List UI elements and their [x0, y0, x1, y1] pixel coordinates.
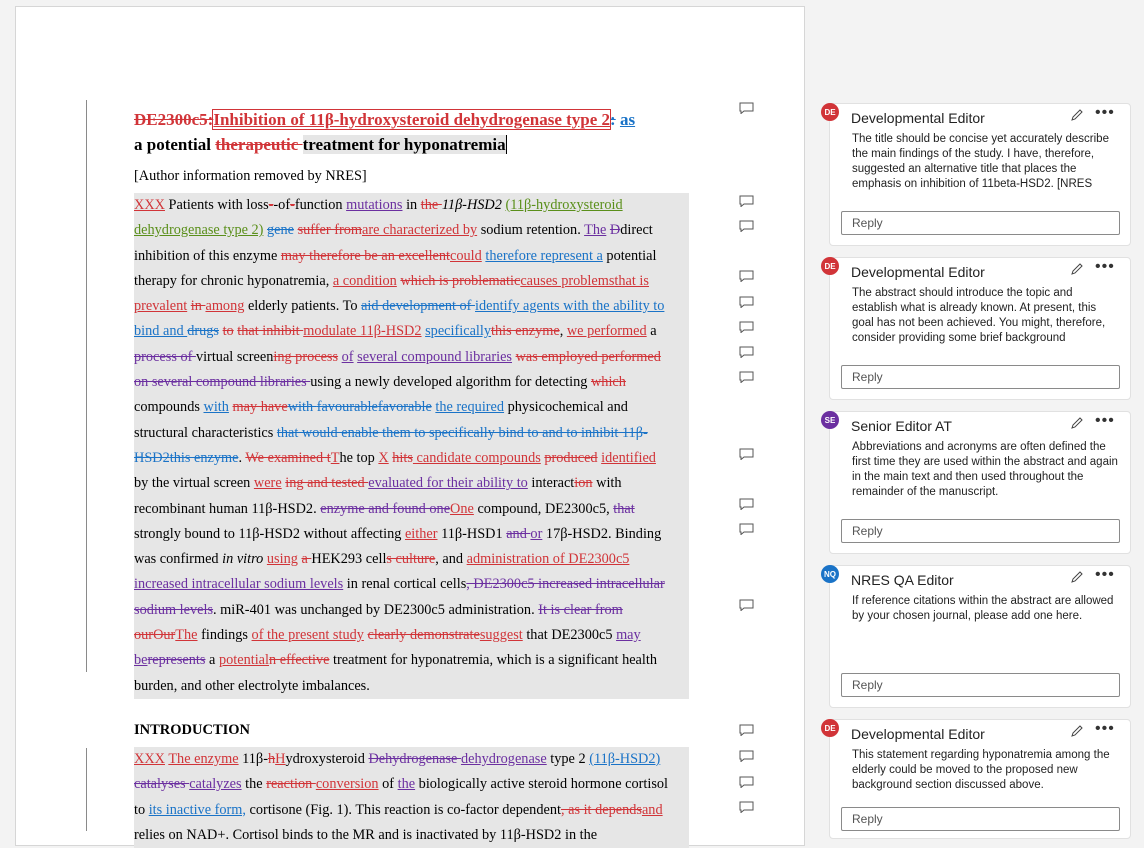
text-line [134, 572, 689, 597]
tracked-change: evaluated for their ability to [368, 475, 528, 492]
text-run: direct [620, 222, 653, 239]
text-run: using a newly developed algorithm for detecting [310, 374, 591, 391]
tracked-change: , DE2300c5 increased intracellular [466, 576, 665, 593]
text-run: interact [527, 475, 575, 492]
text-run: virtual screen [195, 348, 274, 365]
tracked-change: XXX [134, 197, 165, 213]
deleted-title-id: DE2300c5: [134, 110, 214, 129]
tracked-change: process of [134, 348, 196, 365]
tracked-change: in vitro [222, 551, 264, 568]
tracked-change: mutations [346, 197, 403, 213]
tracked-change: the required [435, 399, 505, 416]
tracked-change: be [134, 652, 148, 669]
tracked-change: Our [153, 627, 176, 644]
author-info: [Author information removed by NRES] [134, 168, 367, 184]
reply-input[interactable]: Reply [841, 519, 1120, 543]
comment-marker-icon[interactable] [739, 801, 754, 813]
text-run: sodium retention. [477, 222, 585, 239]
text-run: in renal cortical cells [343, 576, 467, 593]
text-run: burden, and other electrolyte imbalances. [134, 677, 370, 694]
text-run: -of [273, 197, 291, 213]
tracked-change: produced [544, 449, 598, 466]
tracked-change: It is clear from [538, 601, 623, 618]
tracked-change: reaction [266, 776, 316, 793]
text-run: compounds [134, 399, 204, 416]
tracked-change: administration of DE2300c5 [466, 551, 630, 568]
text-run: HEK293 cell [311, 551, 387, 568]
text-line [134, 218, 689, 243]
tracked-change: , as it depends [560, 801, 642, 818]
tracked-change: with [203, 399, 229, 416]
text-run: by the virtual screen [134, 475, 254, 492]
comment-text: The title should be concise yet accurately describe the main findings of the study. I have, therefore, suggested an alternative title that places the emphasis on inhibition of 11beta-HSD2. [NRES [852, 133, 1109, 190]
tracked-change: dehydrogenase [460, 751, 547, 767]
tracked-change: may therefore be an excellent [280, 247, 451, 264]
text-run: therapy for chronic hyponatremia, [134, 272, 333, 289]
text-line [134, 319, 689, 344]
text-line [134, 446, 689, 471]
text-line [134, 471, 689, 496]
tracked-change: The enzyme [168, 751, 239, 767]
text-run: 11β- [238, 751, 268, 767]
comment-card[interactable] [824, 565, 1131, 708]
tracked-change: identified [601, 449, 656, 466]
tracked-change: drugs [187, 323, 219, 340]
tracked-change: clearly demonstrate [367, 627, 480, 644]
avatar: DE [821, 257, 839, 275]
comment-marker-icon[interactable] [739, 346, 754, 358]
tracked-change: (11β-HSD2) [589, 751, 661, 767]
tracked-change: were [253, 475, 282, 492]
comment-marker-icon[interactable] [739, 599, 754, 611]
tracked-change: this enzyme [169, 449, 239, 466]
tracked-change: on several compound libraries [134, 374, 311, 391]
text-run: to [134, 801, 149, 818]
text-run: was confirmed [134, 551, 223, 568]
tracked-change: potential [218, 652, 269, 669]
tracked-change: XXX [134, 751, 165, 767]
tracked-change: could [450, 247, 482, 264]
tracked-change: our [134, 627, 154, 644]
tracked-change: and [641, 801, 663, 818]
comment-card[interactable] [824, 257, 1131, 400]
comment-author: Developmental Editor [851, 726, 985, 742]
tracked-change: with [287, 399, 317, 416]
text-run: 17β-HSD2. Binding [542, 525, 662, 542]
tracked-change: suffer from [297, 222, 363, 239]
tracked-change: the [420, 197, 442, 213]
tracked-change: which [590, 374, 626, 391]
tracked-change: Dehydrogenase [368, 751, 461, 767]
tracked-change: sodium levels [134, 601, 214, 618]
tracked-change: a [301, 551, 312, 568]
more-options-icon[interactable]: ••• [1095, 412, 1115, 429]
tracked-change: ion [574, 475, 593, 492]
tracked-change: conversion [315, 776, 379, 793]
reply-input[interactable]: Reply [841, 211, 1120, 235]
text-run: . miR-401 was unchanged by DE2300c5 administration. [213, 601, 539, 618]
text-run: findings [197, 627, 252, 644]
text-run: relies on NAD+. Cortisol binds to the MR and is inactivated by 11β-HSD2 in the [134, 826, 598, 843]
text-line [134, 772, 689, 797]
comment-marker-icon[interactable] [739, 498, 754, 510]
avatar: NQ [821, 565, 839, 583]
comment-marker-icon[interactable] [739, 724, 754, 736]
text-line [134, 623, 689, 648]
tracked-change: represents [147, 652, 206, 669]
tracked-change: X [378, 449, 389, 466]
inserted-title: Inhibition of 11β-hydroxysteroid dehydrogenase type 2 [213, 110, 611, 129]
tracked-change: bind and [134, 323, 188, 340]
text-run: biologically active steroid hormone cortisol [415, 776, 669, 793]
reply-input[interactable]: Reply [841, 365, 1120, 389]
tracked-change: using [266, 551, 298, 568]
tracked-change: specifically [425, 323, 492, 340]
comment-marker-icon[interactable] [739, 296, 754, 308]
tracked-change: T [330, 449, 340, 466]
text-line [134, 674, 689, 699]
tracked-change: ing process [273, 348, 339, 365]
comment-text: Abbreviations and acronyms are often defined the first time they are used within the abstract and again in the main text and then used throughout the remainder of the manuscript. [852, 441, 1118, 498]
text-run: in [402, 197, 421, 213]
text-line [134, 193, 689, 218]
comment-marker-icon[interactable] [739, 750, 754, 762]
avatar: DE [821, 719, 839, 737]
intro-text[interactable] [134, 747, 689, 848]
tracked-change: that inhibit [237, 323, 304, 340]
manuscript-title[interactable]: DE2300c5:Inhibition of 11β-hydroxysteroid dehydrogenase type 2: as a potential therapeutic treatment for hyponatremia [134, 110, 636, 155]
text-line [134, 747, 689, 772]
tracked-change: favourable [316, 399, 378, 416]
tracked-change: suggest [479, 627, 523, 644]
tracked-change: h [267, 751, 276, 767]
edit-pencil-icon[interactable] [1070, 262, 1084, 276]
text-run: cortisone (Fig. 1). This reaction is co-factor dependent [245, 801, 561, 818]
text-line [134, 547, 689, 572]
comment-text: This statement regarding hyponatremia among the elderly could be moved to the proposed new background section discussed above. [852, 749, 1110, 791]
tracked-change: - [290, 197, 295, 213]
text-run: ydroxysteroid [285, 751, 369, 767]
tracked-change: several compound libraries [357, 348, 512, 365]
avatar: SE [821, 411, 839, 429]
text-line [134, 395, 689, 420]
text-run: potential [602, 247, 657, 264]
tracked-change: catalyses [134, 776, 190, 793]
text-run: type 2 [546, 751, 590, 767]
text-line [134, 370, 689, 395]
tracked-change: among [205, 298, 245, 315]
tracked-change: candidate compounds [412, 449, 541, 466]
change-bar-intro [86, 748, 87, 831]
tracked-change: may [616, 627, 641, 644]
tracked-change: a condition [332, 272, 397, 289]
text-run: , and [435, 551, 467, 568]
text-run: compound, DE2300c5, [473, 500, 614, 517]
text-run: treatment for hyponatremia, which is a significant health [329, 652, 657, 669]
tracked-change: modulate 11β-HSD2 [303, 323, 422, 340]
comment-marker-icon[interactable] [739, 270, 754, 282]
tracked-change: to [222, 323, 234, 340]
tracked-change: its inactive form, [148, 801, 246, 818]
comment-card[interactable] [824, 103, 1131, 246]
tracked-change: that would enable them to specifically bind to and to inhibit 11β- [276, 424, 648, 441]
abstract-text[interactable] [134, 193, 689, 699]
comment-marker-icon[interactable] [739, 523, 754, 535]
tracked-change: 11β-HSD2 [441, 197, 506, 213]
tracked-change: The [584, 222, 607, 239]
tracked-change: which is problematic [400, 272, 521, 289]
tracked-change: causes problems [520, 272, 615, 289]
text-line [134, 269, 689, 294]
tracked-change: increased intracellular sodium levels [134, 576, 344, 593]
tracked-change: ing and tested [285, 475, 369, 492]
edit-pencil-icon[interactable] [1070, 570, 1084, 584]
text-run: elderly patients. To [244, 298, 362, 315]
tracked-change: We examined t [245, 449, 331, 466]
edit-pencil-icon[interactable] [1070, 724, 1084, 738]
text-line [134, 294, 689, 319]
text-line [134, 421, 689, 446]
text-run: recombinant human 11β-HSD2. [134, 500, 321, 517]
text-line [134, 648, 689, 673]
tracked-change: hits [392, 449, 413, 466]
text-run: . [238, 449, 246, 466]
comment-author: Developmental Editor [851, 264, 985, 280]
tracked-change: are characterized by [362, 222, 478, 239]
intro-heading: INTRODUCTION [134, 722, 251, 738]
tracked-change: or [530, 525, 543, 542]
reply-input[interactable]: Reply [841, 673, 1120, 697]
tracked-change: H [275, 751, 286, 767]
reply-input[interactable]: Reply [841, 807, 1120, 831]
tracked-change: that is [614, 272, 649, 289]
text-run: Patients with loss [164, 197, 269, 213]
comment-card[interactable] [824, 411, 1131, 554]
text-run: inhibition of this enzyme [134, 247, 281, 264]
tracked-change: the [397, 776, 416, 793]
tracked-change: s culture [386, 551, 436, 568]
text-run: he top [339, 449, 379, 466]
text-run: , [559, 323, 567, 340]
change-bar [86, 100, 87, 672]
comment-author: Senior Editor AT [851, 418, 952, 434]
comment-author: Developmental Editor [851, 110, 985, 126]
text-line [134, 497, 689, 522]
tracked-change: that [613, 500, 635, 517]
comment-marker-icon[interactable] [739, 371, 754, 383]
text-run: strongly bound to 11β-HSD2 without affecting [134, 525, 405, 542]
comment-marker-icon[interactable] [739, 321, 754, 333]
tracked-change: (11β-hydroxysteroid [505, 197, 623, 213]
tracked-change: of [341, 348, 354, 365]
text-run: a [205, 652, 219, 669]
comment-marker-icon[interactable] [739, 102, 754, 114]
comment-author: NRES QA Editor [851, 572, 954, 588]
tracked-change: was employed performed [515, 348, 661, 365]
more-options-icon[interactable]: ••• [1095, 566, 1115, 583]
tracked-change: this enzyme [491, 323, 560, 340]
edit-pencil-icon[interactable] [1070, 416, 1084, 430]
text-line [134, 598, 689, 623]
text-run: the [241, 776, 267, 793]
text-run: function [294, 197, 347, 213]
tracked-change: therefore represent a [485, 247, 603, 264]
comment-marker-icon[interactable] [739, 195, 754, 207]
more-options-icon[interactable]: ••• [1095, 720, 1115, 737]
more-options-icon[interactable]: ••• [1095, 258, 1115, 275]
tracked-change: n effective [269, 652, 330, 669]
tracked-change: D [609, 222, 621, 239]
text-line [134, 798, 689, 823]
avatar: DE [821, 103, 839, 121]
tracked-change: prevalent [134, 298, 188, 315]
text-line [134, 244, 689, 269]
tracked-change: in [190, 298, 206, 315]
tracked-change: enzyme and found one [320, 500, 451, 517]
tracked-change: identify agents with the ability to [475, 298, 665, 315]
text-run: 11β-HSD1 [437, 525, 507, 542]
tracked-change: favorable [377, 399, 432, 416]
tracked-change: gene [267, 222, 294, 239]
comment-marker-icon[interactable] [739, 776, 754, 788]
comment-text: If reference citations within the abstract are allowed by your chosen journal, please add one here. [852, 595, 1114, 622]
edit-pencil-icon[interactable] [1070, 108, 1084, 122]
tracked-change: either [404, 525, 438, 542]
text-run: that DE2300c5 [522, 627, 617, 644]
tracked-change: and [506, 525, 531, 542]
more-options-icon[interactable]: ••• [1095, 104, 1115, 121]
tracked-change: dehydrogenase type 2) [134, 222, 264, 239]
tracked-change: of the present study [251, 627, 364, 644]
text-run: a [646, 323, 657, 340]
comment-card[interactable] [824, 719, 1131, 839]
comment-marker-icon[interactable] [739, 448, 754, 460]
tracked-change: The [175, 627, 198, 644]
text-run: physicochemical and [504, 399, 628, 416]
tracked-change: catalyzes [189, 776, 242, 793]
text-line [134, 345, 689, 370]
tracked-change: aid development of [361, 298, 476, 315]
comment-marker-icon[interactable] [739, 220, 754, 232]
tracked-change: may have [232, 399, 288, 416]
text-line [134, 522, 689, 547]
text-line [134, 823, 689, 848]
tracked-change: we performed [566, 323, 647, 340]
comment-text: The abstract should introduce the topic and establish what is already known. At present, this goal has not been achieved. You might, therefore, consider providing some brief background [852, 287, 1106, 344]
text-run: structural characteristics [134, 424, 277, 441]
text-run: of [378, 776, 398, 793]
tracked-change: One [450, 500, 474, 517]
tracked-change: - [268, 197, 274, 213]
tracked-change: HSD2 [134, 449, 170, 466]
text-run: with [592, 475, 622, 492]
